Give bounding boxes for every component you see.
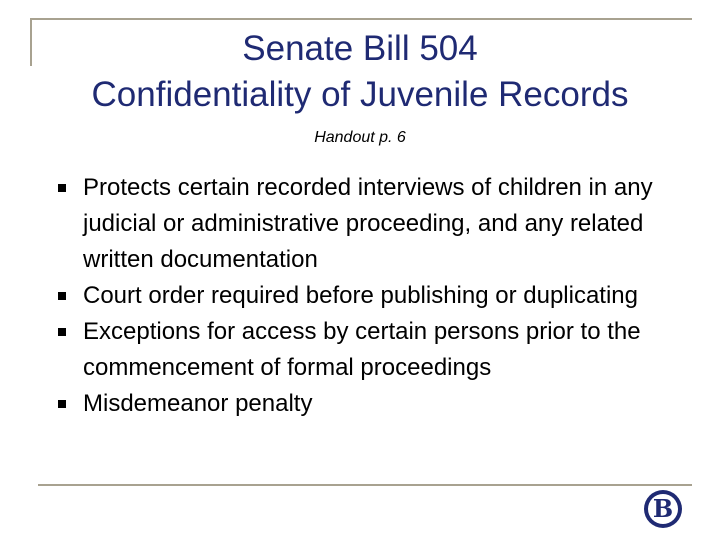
bullet-text: Misdemeanor penalty [83, 390, 313, 417]
frame-bottom-line [38, 484, 692, 486]
bullet-text: Court order required before publishing or duplicating [83, 282, 638, 309]
bullet-text: Protects certain recorded interviews of children in any judicial or administrative proceeding, and any related written documentation [83, 174, 653, 273]
bullet-text: Exceptions for access by certain persons prior to the commencement of formal proceedings [83, 318, 641, 381]
bullet-list [58, 170, 698, 422]
bullet-item [58, 278, 698, 314]
frame-top-line [30, 18, 692, 20]
logo-letter: B [652, 494, 674, 523]
circle-logo-b-icon [643, 489, 683, 529]
slide-title-line-1: Senate Bill 504 [242, 29, 478, 68]
slide-subtitle: Handout p. 6 [314, 129, 406, 146]
square-bullet-icon [58, 400, 66, 408]
bullet-item [58, 314, 698, 386]
bullet-item [58, 386, 698, 422]
slide-title [0, 26, 720, 118]
square-bullet-icon [58, 328, 66, 336]
slide-title-line-2: Confidentiality of Juvenile Records [91, 75, 629, 114]
bullet-item [58, 170, 698, 278]
square-bullet-icon [58, 292, 66, 300]
square-bullet-icon [58, 184, 66, 192]
